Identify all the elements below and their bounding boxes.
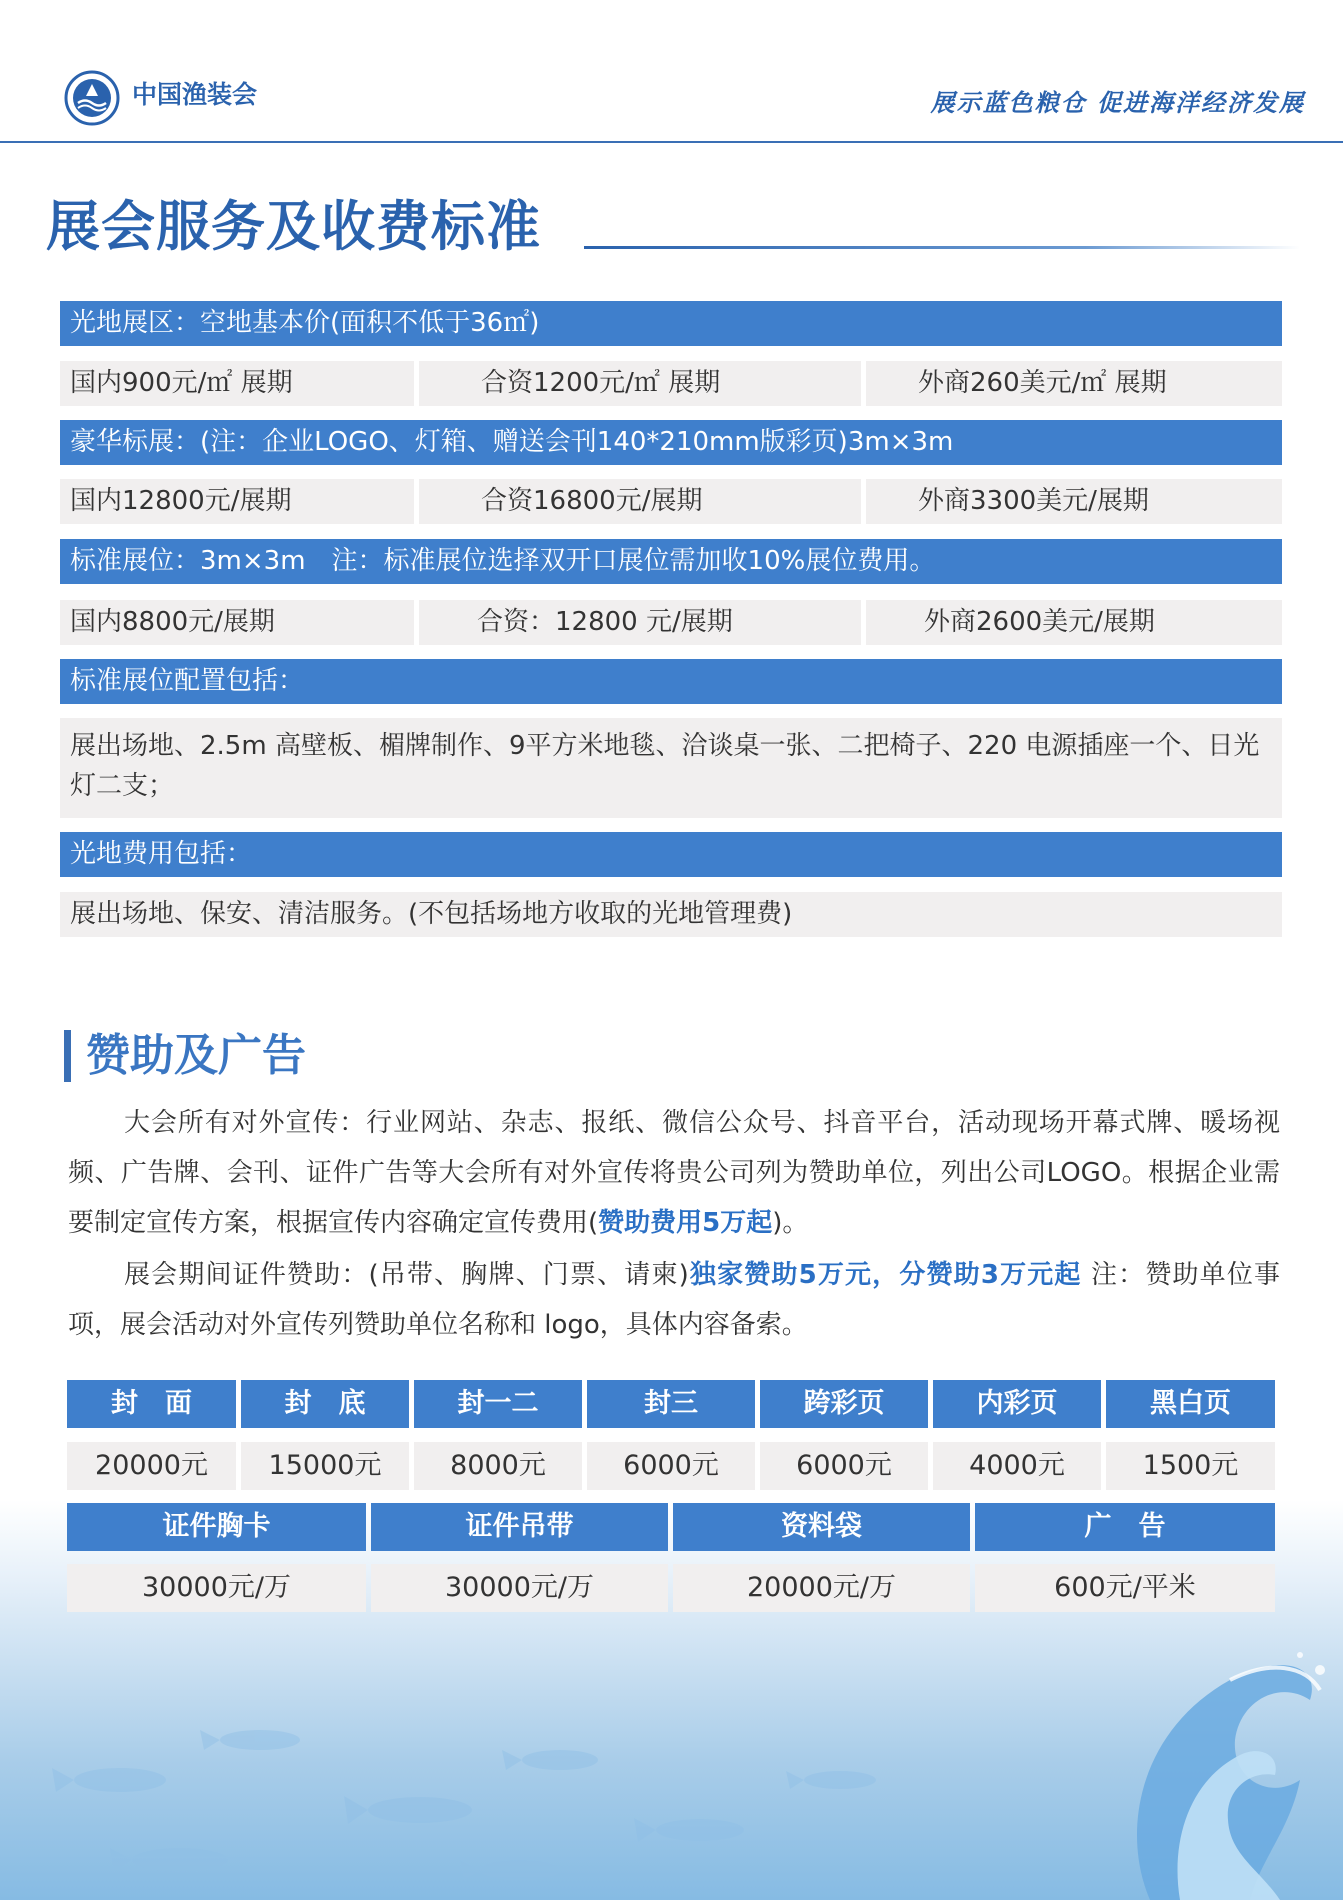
bare-fee-text: 展出场地、保安、清洁服务。(不包括场地方收取的光地管理费)	[60, 892, 1282, 937]
p2-text: 展会期间证件赞助：(吊带、胸牌、门票、请柬)	[124, 1260, 689, 1290]
bare-space-heading: 光地展区：空地基本价(面积不低于36㎡)	[60, 301, 1282, 346]
sponsorship-paragraph-2	[68, 1250, 1280, 1350]
ad-header-inner-color: 内彩页	[933, 1380, 1101, 1428]
bare-space-price-jv: 合资1200元/㎡ 展期	[419, 361, 861, 406]
section-marker	[64, 1030, 71, 1082]
p1-highlight: 赞助费用5万起	[598, 1208, 773, 1238]
p2-text-end: 注：赞助单位事项，展会活动对外宣传列赞助单位名称和 logo，具体内容备索。	[68, 1260, 1280, 1340]
bare-fee-heading: 光地费用包括：	[60, 832, 1282, 877]
ad-price-spread: 6000元	[760, 1442, 928, 1490]
ad-header-cover: 封 面	[67, 1380, 236, 1428]
standard-booth-price-jv: 合资：12800 元/展期	[419, 600, 861, 645]
standard-config-text: 展出场地、2.5m 高壁板、楣牌制作、9平方米地毯、洽谈桌一张、二把椅子、220 电源插座一个、日光灯二支；	[60, 718, 1282, 818]
ad-header-lanyard: 证件吊带	[371, 1503, 668, 1551]
ad-header-bw: 黑白页	[1106, 1380, 1275, 1428]
luxury-booth-heading: 豪华标展：(注：企业LOGO、灯箱、赠送会刊140*210mm版彩页)3m×3m	[60, 420, 1282, 465]
org-logo-icon	[64, 70, 120, 126]
standard-config-heading: 标准展位配置包括：	[60, 659, 1282, 704]
ad-header-cover-three: 封三	[587, 1380, 755, 1428]
sponsorship-paragraph-1	[68, 1098, 1280, 1248]
ad-header-bag: 资料袋	[673, 1503, 970, 1551]
luxury-booth-price-foreign: 外商3300美元/展期	[866, 479, 1282, 524]
standard-booth-heading: 标准展位：3m×3m 注：标准展位选择双开口展位需加收10%展位费用。	[60, 539, 1282, 584]
ad-price-cover-three: 6000元	[587, 1442, 755, 1490]
ad-price-inside-cover: 8000元	[414, 1442, 582, 1490]
ad-header-advert: 广 告	[975, 1503, 1275, 1551]
ad-price-badge: 30000元/万	[67, 1564, 366, 1612]
sponsorship-title: 赞助及广告	[86, 1030, 306, 1081]
standard-booth-price-domestic: 国内8800元/展期	[60, 600, 414, 645]
ad-price-bw: 1500元	[1106, 1442, 1275, 1490]
luxury-booth-price-jv: 合资16800元/展期	[419, 479, 861, 524]
ad-price-advert: 600元/平米	[975, 1564, 1275, 1612]
page-title: 展会服务及收费标准	[46, 195, 541, 258]
slogan: 展示蓝色粮仓 促进海洋经济发展	[930, 88, 1305, 117]
p2-highlight: 独家赞助5万元，分赞助3万元起	[688, 1260, 1082, 1290]
luxury-booth-price-domestic: 国内12800元/展期	[60, 479, 414, 524]
ad-price-back-cover: 15000元	[241, 1442, 409, 1490]
p1-text: 大会所有对外宣传：行业网站、杂志、报纸、微信公众号、抖音平台，活动现场开幕式牌、暖场视频、广告牌、会刊、证件广告等大会所有对外宣传将贵公司列为赞助单位，列出公司LOGO。根据企业需要制定宣传方案，根据宣传内容确定宣传费用(	[68, 1108, 1280, 1238]
ad-price-lanyard: 30000元/万	[371, 1564, 668, 1612]
ad-header-spread: 跨彩页	[760, 1380, 928, 1428]
p1-text-end: )。	[772, 1208, 809, 1238]
ad-price-inner-color: 4000元	[933, 1442, 1101, 1490]
ad-price-bag: 20000元/万	[673, 1564, 970, 1612]
header-divider	[0, 141, 1343, 143]
title-underline	[584, 246, 1300, 249]
ad-price-cover: 20000元	[67, 1442, 236, 1490]
org-name: 中国渔装会	[132, 80, 258, 109]
ad-header-back-cover: 封 底	[241, 1380, 409, 1428]
standard-booth-price-foreign: 外商2600美元/展期	[866, 600, 1282, 645]
bare-space-price-domestic: 国内900元/㎡ 展期	[60, 361, 414, 406]
ad-header-inside-cover: 封一二	[414, 1380, 582, 1428]
ad-header-badge: 证件胸卡	[67, 1503, 366, 1551]
bare-space-price-foreign: 外商260美元/㎡ 展期	[866, 361, 1282, 406]
ocean-fish-wave-decoration	[0, 1580, 1343, 1900]
